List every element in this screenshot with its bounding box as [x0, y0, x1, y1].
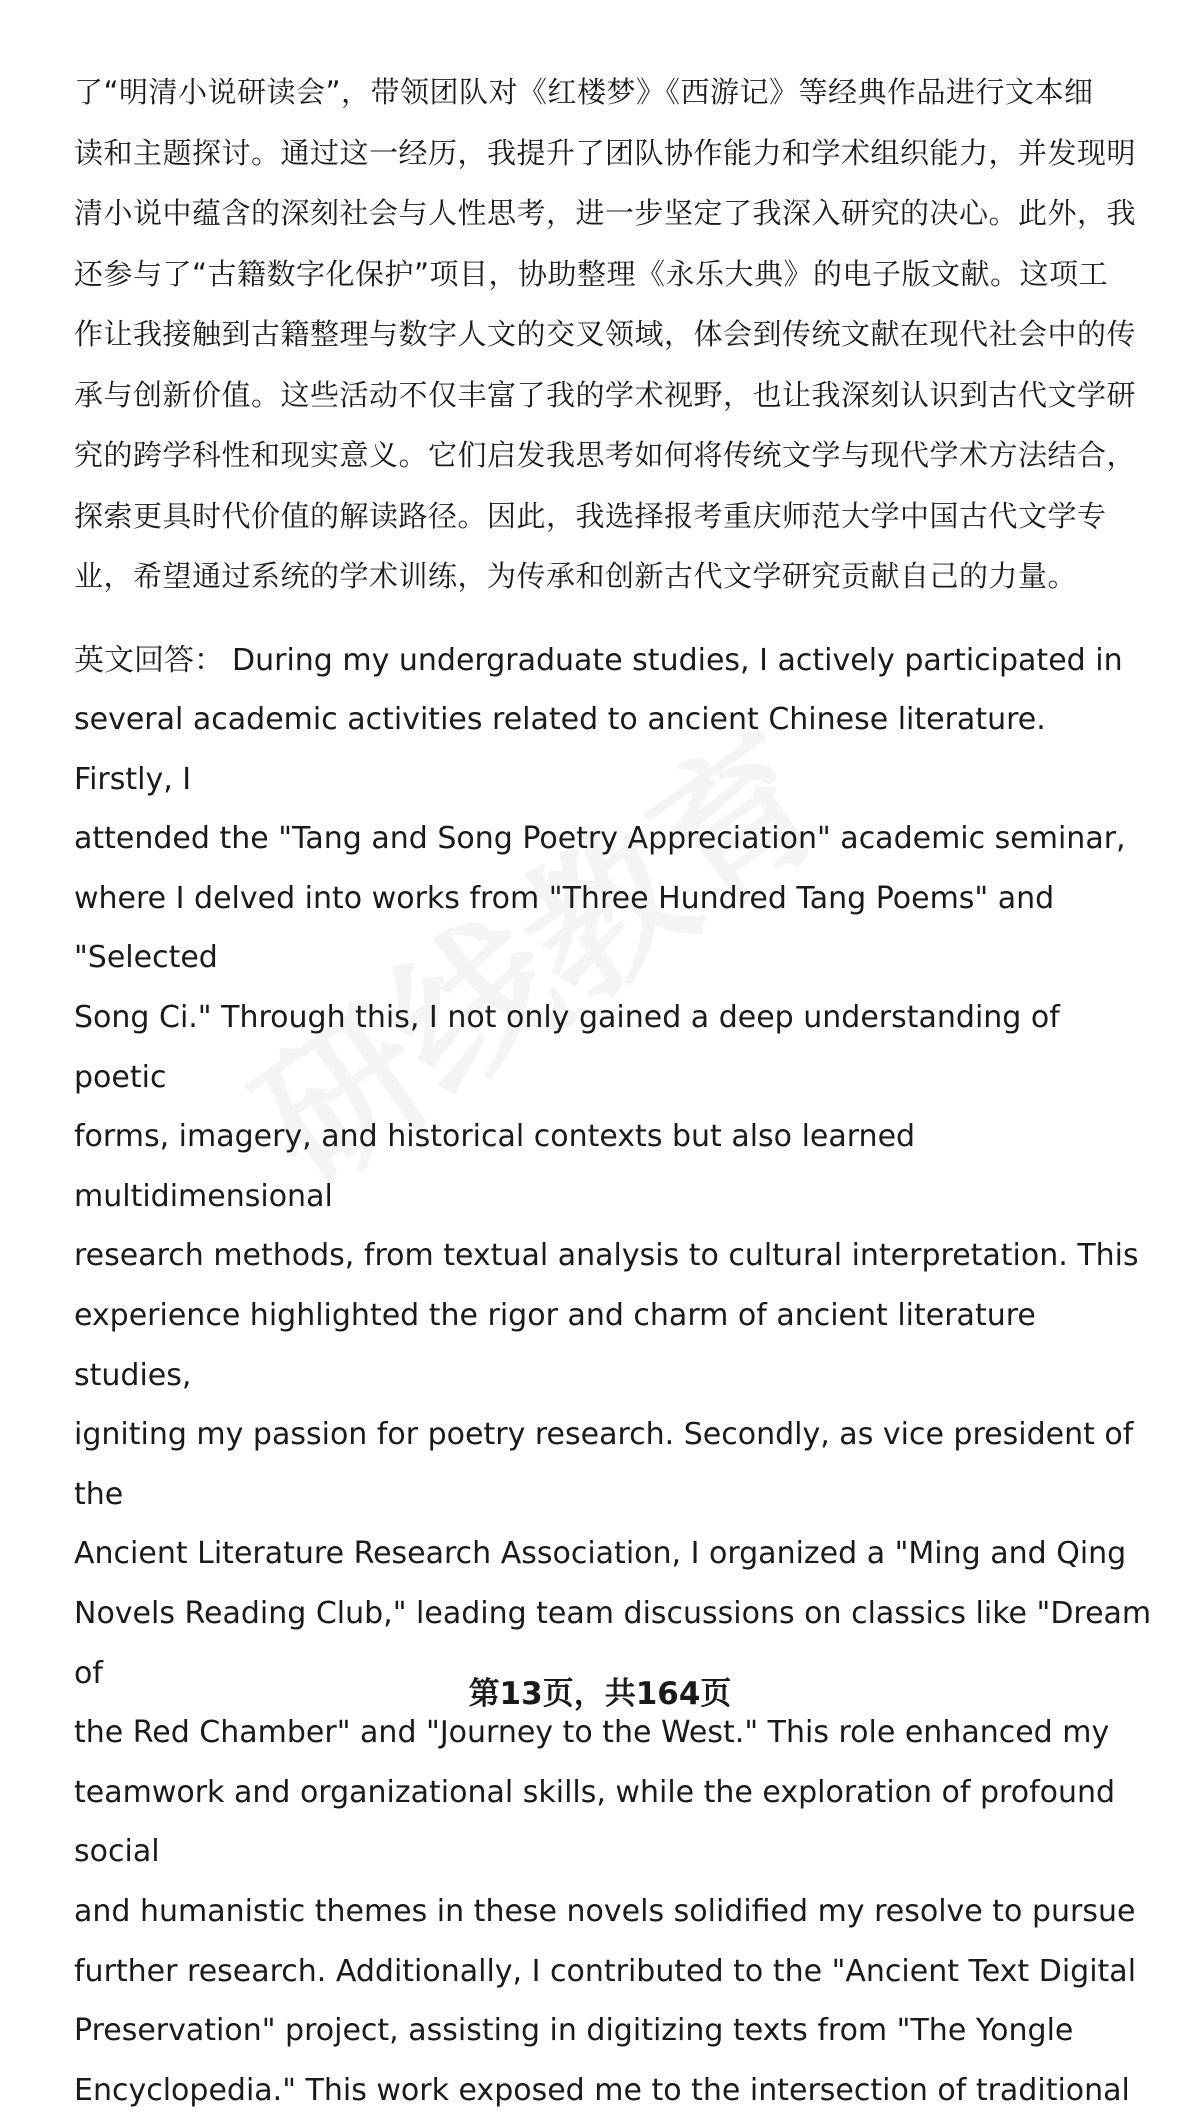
- text-line: Preservation" project, assisting in digitizing texts from "The Yongle: [74, 2013, 1073, 2048]
- page-number: 第13页，共164页: [0, 1668, 1200, 1713]
- text-line: 业，希望通过系统的学术训练，为传承和创新古代文学研究贡献自己的力量。: [74, 559, 1077, 593]
- english-answer-label: 英文回答：: [74, 643, 224, 678]
- chinese-answer-paragraph: [74, 62, 1154, 607]
- text-line: 作让我接触到古籍整理与数字人文的交叉领域，体会到传统文献在现代社会中的传: [74, 317, 1136, 351]
- text-line: and humanistic themes in these novels solidified my resolve to pursue: [74, 1894, 1135, 1929]
- text-line: Encyclopedia." This work exposed me to the intersection of traditional: [74, 2073, 1130, 2108]
- text-line: igniting my passion for poetry research. Secondly, as vice president of the: [74, 1417, 1133, 1512]
- english-answer-paragraph: [74, 631, 1154, 2120]
- text-line: the Red Chamber" and "Journey to the West." This role enhanced my: [74, 1715, 1109, 1750]
- text-line: 究的跨学科性和现实意义。它们启发我思考如何将传统文学与现代学术方法结合，: [74, 438, 1136, 472]
- document-body: [74, 62, 1154, 2120]
- text-line: several academic activities related to ancient Chinese literature. Firstly, I: [74, 702, 1046, 797]
- text-line: 读和主题探讨。通过这一经历，我提升了团队协作能力和学术组织能力，并发现明: [74, 136, 1136, 170]
- text-line: further research. Additionally, I contributed to the "Ancient Text Digital: [74, 1954, 1136, 1989]
- text-line: experience highlighted the rigor and charm of ancient literature studies,: [74, 1298, 1036, 1393]
- text-line: During my undergraduate studies, I actively participated in: [232, 643, 1123, 678]
- text-line: 承与创新价值。这些活动不仅丰富了我的学术视野，也让我深刻认识到古代文学研: [74, 378, 1136, 412]
- text-line: 了“明清小说研读会”，带领团队对《红楼梦》《西游记》等经典作品进行文本细: [74, 75, 1094, 109]
- text-line: teamwork and organizational skills, while the exploration of profound social: [74, 1775, 1115, 1870]
- text-line: research methods, from textual analysis to cultural interpretation. This: [74, 1238, 1139, 1273]
- text-line: attended the "Tang and Song Poetry Appreciation" academic seminar,: [74, 821, 1126, 856]
- text-line: 清小说中蕴含的深刻社会与人性思考，进一步坚定了我深入研究的决心。此外，我: [74, 196, 1136, 230]
- text-line: where I delved into works from "Three Hundred Tang Poems" and "Selected: [74, 881, 1054, 976]
- text-line: Ancient Literature Research Association, I organized a "Ming and Qing: [74, 1536, 1126, 1571]
- text-line: Novels Reading Club," leading team discussions on classics like "Dream of: [74, 1596, 1151, 1691]
- text-line: 还参与了“古籍数字化保护”项目，协助整理《永乐大典》的电子版文献。这项工: [74, 257, 1108, 291]
- text-line: forms, imagery, and historical contexts but also learned multidimensional: [74, 1119, 915, 1214]
- text-line: 探索更具时代价值的解读路径。因此，我选择报考重庆师范大学中国古代文学专: [74, 499, 1107, 533]
- text-line: Song Ci." Through this, I not only gained a deep understanding of poetic: [74, 1000, 1060, 1095]
